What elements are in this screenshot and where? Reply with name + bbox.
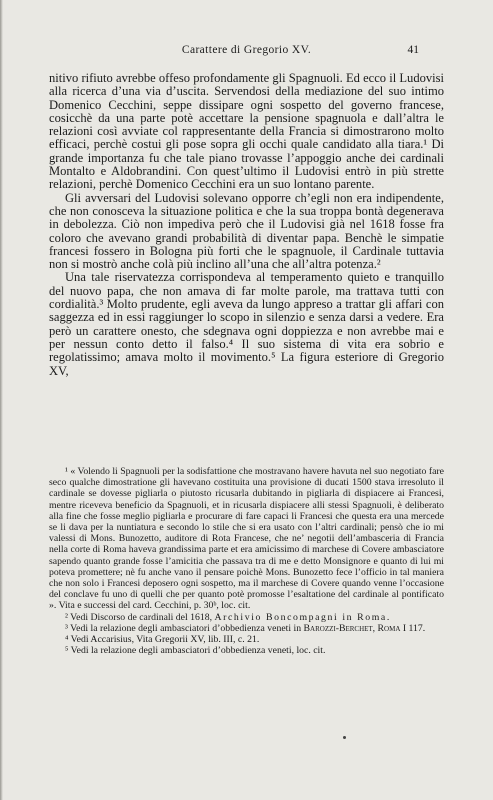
page-number: 41 [407, 44, 419, 56]
paragraph-1: nitivo rifiuto avrebbe offeso profondamente gli Spagnuoli. Ed ecco il Ludovisi alla ricerca d’una via d’uscita. Servendosi della mediazione del suo intimo Domenico Cecchini, seppe dissipare ogni sospetto del governo francese, cosicchè da una parte potè accettare la pensione spagnuola e dall’altra le relazioni così avviate col rappresentante della Francia si dimostrarono molto efficaci, perchè costui gli pose sopra gli occhi quale candidato alla tiara.¹ Di grande importanza fu che tale piano trovasse l’appoggio anche dei cardinali Montalto e Aldobrandini. Con quest’ultimo il Ludovisi entrò in più strette relazioni, perchè Domenico Cecchini era un suo lontano parente. [49, 71, 444, 192]
running-head [0, 44, 493, 60]
footnote-4: ⁴ Vedi Accarisius, Vita Gregorii XV, lib. III, c. 21. [65, 634, 260, 646]
footnote-2 [49, 612, 444, 623]
footnote-2-archive: Archivio Boncompagni in Roma [214, 611, 387, 623]
footnote-3-text: ³ Vedi la relazione degli ambasciatori d’obbedienza veneti in [65, 622, 302, 634]
footnotes [49, 466, 444, 656]
main-text [49, 72, 444, 378]
footnote-3-author: Barozzi-Berchet, Roma [303, 622, 401, 634]
ink-dot [343, 736, 346, 739]
footnote-2-end: . [386, 611, 390, 623]
scan-edge-shadow [0, 0, 3, 800]
paragraph-3: Una tale riservatezza corrispondeva al temperamento quieto e tranquillo del nuovo papa, che non amava di far molte parole, ma trattava tutti con cordialità.³ Molto prudente, egli aveva da lungo appreso a trattar gli affari con saggezza ed in essi raggiunger lo scopo in silenzio e senza darsi a vedere. Era però un carattere onesto, che sdegnava ogni doppiezza e non avrebbe mai e per nessun conto detto il falso.⁴ Il suo sistema di vita era sobrio e regolatissimo; amava molto il movimento.⁵ La figura esteriore di Gregorio XV, [49, 270, 444, 378]
footnote-2-text: ² Vedi Discorso de cardinali del 1618, [65, 611, 213, 623]
paragraph-2: Gli avversari del Ludovisi solevano opporre ch’egli non era indipendente, che non conosceva la situazione politica e che la sua troppa bontà degenerava in debolezza. Ciò non impediva però che il Ludovisi già nel 1618 fosse fra coloro che avevano grandi probabilità di diventar papa. Benchè le simpatie francesi fossero in Bologna più forti che le spagnuole, il Cardinale tuttavia non si mostrò anche colà più inclino all’una che all’altra potenza.² [49, 190, 444, 272]
footnote-1: ¹ « Volendo li Spagnuoli per la sodisfattione che mostravano havere havuta nel suo negotiato fare seco qualche dimostratione gli havevano costituita una provisione di ducati 1500 stava irresoluto il cardinale se dovesse pigliarla o piutosto ricusarla dubitando in pigliarla di dispiacere ai Francesi, mentre riceveva beneficio da Spagnuoli, et in ricusarla dispiacere alli stessi Spagnuoli, è deliberato alla fine che fosse meglio pigliarla e procurare di fare capaci li Francesi che questa era una mercede se li dava per la nuntiatura e secondo lo stile che si era usato con l’altri cardinali; pensò che io mi valessi di Mons. Bunozetto, auditore di Rota Francese, che ne’ negotii dell’ambasceria di Francia nella corte di Roma haveva grandissima parte et era amicissimo di marchese di Covere ambasciatore sapendo quanto grande fosse l’amicitia che passava tra di me e detto Monsignore e quanto di lui mi poteva promettere; nè fu anche vano il pensare poichè Mons. Bunozetto fece l’officio in tal maniera che non solo i Francesi deposero ogni sospetto, ma il marchese di Covere quando venne l’occasione del conclave fu uno di quelli che per quanto potè promosse l’esaltatione del cardinale al pontificato ». Vita e successi del card. Cecchini, p. 30ᵇ, loc. cit. [49, 466, 444, 612]
running-title: Carattere di Gregorio XV. [181, 44, 312, 56]
footnote-5: ⁵ Vedi la relazione degli ambasciatori d’obbedienza veneti, loc. cit. [65, 645, 326, 657]
footnote-3-end: I 117. [402, 622, 426, 634]
footnote-3 [49, 623, 444, 634]
